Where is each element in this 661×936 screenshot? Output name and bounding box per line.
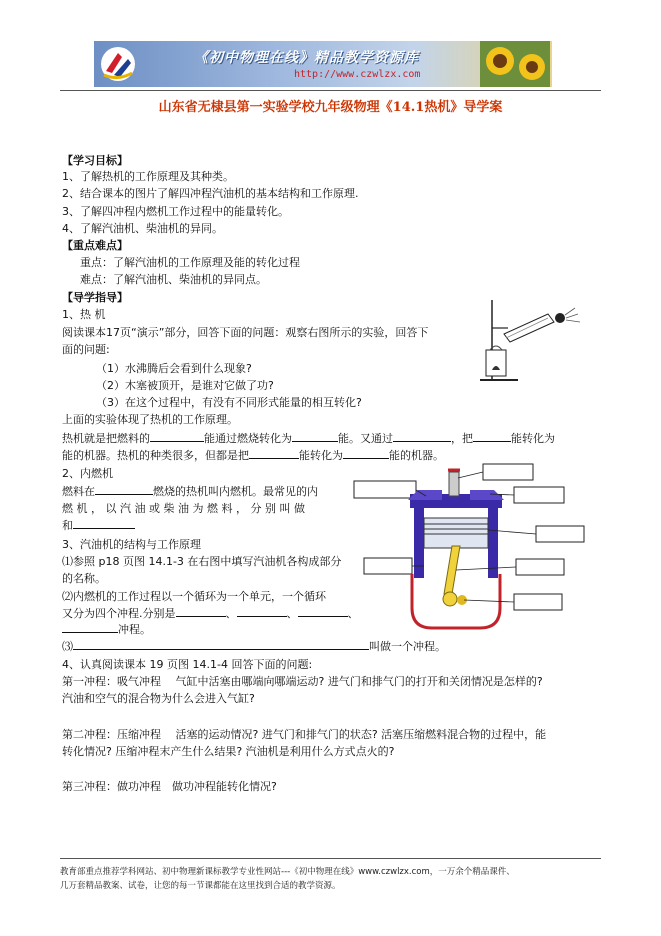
question-2: （2）木塞被顶开，是谁对它做了功?: [96, 379, 274, 392]
guide-heading: 【导学指导】: [62, 291, 128, 304]
section-3-title: 3、汽油机的结构与工作原理: [62, 538, 201, 551]
label-box[interactable]: [514, 594, 562, 610]
answer-blank[interactable]: [473, 430, 511, 442]
answer-blank[interactable]: [62, 621, 118, 633]
text-run: 、: [286, 607, 298, 620]
section-3-item-1-cont: 的名称。: [62, 572, 106, 585]
internal-combustion-line-1: [62, 483, 318, 499]
section-1-title: 1、热 机: [62, 308, 106, 321]
stroke-3-question: 第三冲程：做功冲程 做功冲程能转化情况?: [62, 780, 277, 793]
page-title: 山东省无棣县第一实验学校九年级物理《14.1热机》导学案: [158, 100, 503, 115]
goal-item: 3、了解四冲程内燃机工作过程中的能量转化。: [62, 205, 289, 218]
footer-line: 几万套精品教案、试卷，让您的每一节课都能在这里找到合适的教学资源。: [60, 881, 341, 891]
header-banner: [94, 41, 552, 87]
answer-blank[interactable]: [298, 605, 348, 617]
sunflower-icon: [480, 41, 550, 87]
label-box[interactable]: [516, 559, 564, 575]
answer-blank[interactable]: [176, 605, 226, 617]
answer-blank[interactable]: [237, 605, 287, 617]
text-run: 、: [225, 607, 237, 620]
section-4-title: 4、认真阅读课本 19 页图 14.1-4 回答下面的问题:: [62, 658, 313, 671]
goal-item: 2、结合课本的图片了解四冲程汽油机的基本结构和工作原理.: [62, 187, 359, 200]
text-run: 能的机器。热机的种类很多，但都是把: [62, 449, 249, 462]
gasoline-engine-diagram: [352, 460, 590, 630]
text-run: 燃料在: [62, 485, 95, 498]
answer-blank[interactable]: [73, 638, 369, 650]
text-run: 能。又通过: [338, 432, 393, 445]
text-run: 能的机器。: [389, 449, 444, 462]
section-3-item-3: [62, 638, 446, 654]
question-1: （1）水沸腾后会看到什么现象?: [96, 362, 252, 375]
section-3-item-2: ⑵内燃机的工作过程以一个循环为一个单元，一个循环: [62, 590, 326, 603]
label-box[interactable]: [536, 526, 584, 542]
label-box[interactable]: [364, 558, 412, 574]
section-3-item-2-end: [62, 621, 151, 637]
footer-rule: [60, 858, 601, 859]
section-2-title: 2、内燃机: [62, 467, 113, 480]
key-heading: 【重点难点】: [62, 239, 128, 252]
text-run: 叫做一个冲程。: [369, 640, 446, 653]
footer-line: 教育部重点推荐学科网站、初中物理新课标教学专业性网站---《初中物理在线》www.czwlzx.com，一万余个精品课件、: [60, 867, 515, 877]
goal-item: 4、了解汽油机、柴油机的异同。: [62, 222, 223, 235]
banner-url[interactable]: http://www.czwlzx.com: [294, 69, 421, 80]
answer-blank[interactable]: [150, 430, 204, 442]
text-run: 和: [62, 519, 73, 532]
page-footer: [60, 865, 515, 893]
section-3-item-2-cont: [62, 605, 359, 621]
text-run: 燃烧的热机叫内燃机。最常见的内: [153, 485, 318, 498]
text-run: 能转化为: [299, 449, 343, 462]
goals-heading: 【学习目标】: [62, 154, 128, 167]
section-3-item-1: ⑴参照 p18 页图 14.1-3 在右图中填写汽油机各构成部分: [62, 555, 342, 568]
text-run: 能转化为: [511, 432, 555, 445]
text-run: 、: [347, 607, 359, 620]
text-run: 冲程。: [118, 623, 151, 636]
site-logo-icon: [98, 45, 138, 83]
text-run: 又分为四个冲程.分别是: [62, 607, 176, 620]
header-rule: [60, 90, 601, 91]
label-box[interactable]: [514, 487, 564, 503]
answer-blank[interactable]: [249, 447, 299, 459]
stroke-1-question-cont: 汽油和空气的混合物为什么会进入气缸?: [62, 692, 255, 705]
section-1-intro: 阅读课本17页“演示”部分，回答下面的问题：观察右图所示的实验，回答下: [62, 326, 429, 339]
banner-title: 《初中物理在线》精品教学资源库: [194, 50, 419, 66]
goal-item: 1、了解热机的工作原理及其种类。: [62, 170, 234, 183]
section-1-intro-cont: 面的问题:: [62, 343, 110, 356]
answer-blank[interactable]: [95, 483, 153, 495]
label-box[interactable]: [354, 481, 416, 498]
stroke-2-question-cont: 转化情况? 压缩冲程末产生什么结果? 汽油机是利用什么方式点火的?: [62, 745, 395, 758]
internal-combustion-line-3: [62, 517, 135, 533]
stroke-1-question: 第一冲程：吸气冲程 气缸中活塞由哪端向哪端运动? 进气门和排气门的打开和关闭情况是怎样的?: [62, 675, 543, 688]
heat-engine-definition: [62, 430, 555, 446]
text-run: ，把: [451, 432, 473, 445]
text-run: 热机就是把燃料的: [62, 432, 150, 445]
answer-blank[interactable]: [393, 430, 451, 442]
answer-blank[interactable]: [343, 447, 389, 459]
label-box[interactable]: [483, 464, 533, 480]
section-1-conclusion: 上面的实验体现了热机的工作原理。: [62, 413, 238, 426]
internal-combustion-line-2: 燃 机 ， 以 汽 油 或 柴 油 为 燃 料 ， 分 别 叫 做: [62, 502, 305, 515]
boiling-flask-illustration: [478, 300, 588, 386]
text-run: 能通过燃烧转化为: [204, 432, 292, 445]
answer-blank[interactable]: [73, 517, 135, 529]
answer-blank[interactable]: [292, 430, 338, 442]
text-run: ⑶: [62, 640, 73, 653]
question-3: （3）在这个过程中，有没有不同形式能量的相互转化?: [96, 396, 362, 409]
key-difficulty: 难点：了解汽油机、柴油机的异同点。: [80, 273, 267, 286]
key-focus: 重点：了解汽油机的工作原理及能的转化过程: [80, 256, 300, 269]
stroke-2-question: 第二冲程：压缩冲程 活塞的运动情况? 进气门和排气门的状态? 活塞压缩燃料混合物的过程中，能: [62, 728, 547, 741]
